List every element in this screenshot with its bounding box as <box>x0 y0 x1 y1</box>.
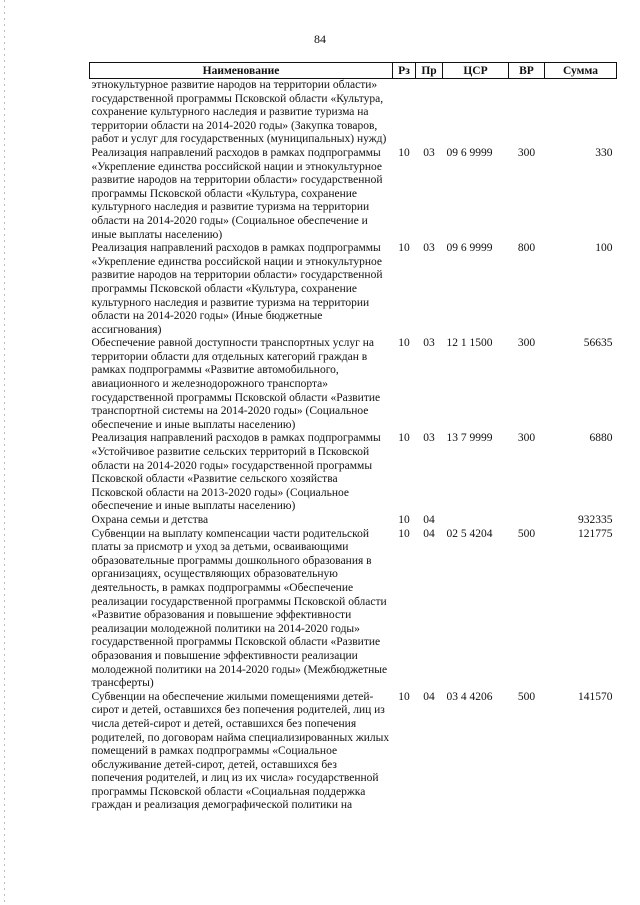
row-sum: 100 <box>595 242 613 255</box>
row-csr: 03 4 4206 <box>446 690 493 703</box>
table-body <box>90 79 617 814</box>
row-csr <box>443 79 509 147</box>
row-vr: 800 <box>517 242 536 255</box>
row-vr <box>509 514 545 528</box>
row-vr <box>509 79 545 147</box>
table-row <box>90 337 617 432</box>
row-csr: 09 6 9999 <box>446 242 493 255</box>
table-row <box>90 79 617 147</box>
table-row <box>90 514 617 528</box>
row-pr: 03 <box>423 146 435 159</box>
row-rz: 10 <box>398 146 410 159</box>
header-sum: Сумма <box>545 63 617 79</box>
row-name: Субвенции на обеспечение жилыми помещениями детей-сирот и детей, оставшихся без попечения родителей, лиц из числа детей-сирот и детей, оставшихся без попечения родителей, по договорам найма специализированных жилых помещений в рамках подпрограммы «Социальное обслуживание детей-сирот, детей, оставшихся без попечения родителей, и лиц из их числа» государственной программы Псковской области «Социальная поддержка граждан и реализация демографической политики на <box>91 690 390 812</box>
row-sum: 141570 <box>578 690 613 703</box>
row-vr: 300 <box>517 337 536 350</box>
row-csr: 12 1 1500 <box>446 337 493 350</box>
header-rz: Рз <box>393 63 416 79</box>
row-rz: 10 <box>398 527 410 540</box>
row-csr <box>443 514 509 528</box>
row-sum: 121775 <box>578 527 613 540</box>
row-sum: 932335 <box>578 514 613 526</box>
row-rz <box>393 79 416 147</box>
row-pr: 04 <box>423 690 435 703</box>
row-vr: 300 <box>517 432 536 445</box>
row-name: этнокультурное развитие народов на территории области» государственной программы Псковской области «Культура, сохранение культурного наследия и развитие туризма на территории области на 2014-2020 годы» (Закупка товаров, работ и услуг для государственных (муниципальных) нужд) <box>91 79 387 146</box>
row-pr: 04 <box>423 527 435 540</box>
row-sum: 330 <box>595 146 613 159</box>
row-rz: 10 <box>398 432 410 445</box>
header-name: Наименование <box>90 63 393 79</box>
row-csr: 13 7 9999 <box>446 432 493 445</box>
row-vr: 500 <box>517 690 536 703</box>
scan-edge-artifact <box>4 0 5 905</box>
row-pr: 03 <box>423 432 435 445</box>
row-rz: 10 <box>398 514 410 526</box>
row-sum: 6880 <box>589 432 613 445</box>
table-row <box>90 242 617 337</box>
row-vr: 300 <box>517 146 536 159</box>
row-csr: 09 6 9999 <box>446 146 493 159</box>
page-number: 84 <box>314 32 326 46</box>
row-name: Реализация направлений расходов в рамках подпрограммы «Устойчивое развитие сельских территорий в Псковской области на 2014-2020 годы» государственной программы Псковской области «Развитие сельского хозяйства Псковской области на 2013-2020 годы» (Социальное обеспечение и иные выплаты населению) <box>91 432 381 513</box>
table-header <box>90 63 617 79</box>
row-name: Охрана семьи и детства <box>91 514 209 526</box>
row-sum <box>545 79 617 147</box>
row-pr <box>416 79 443 147</box>
row-vr: 500 <box>517 527 536 540</box>
header-vr: ВР <box>509 63 545 79</box>
row-sum: 56635 <box>583 337 613 350</box>
row-rz: 10 <box>398 690 410 703</box>
row-name: Реализация направлений расходов в рамках подпрограммы «Укрепление единства российской нации и этнокультурное развитие народов на территории области» государственной программы Псковской области «Культура, сохранение культурного наследия и развитие туризма на территории области на 2014-2020 годы» (Иные бюджетные ассигнования) <box>91 242 383 336</box>
budget-table <box>89 62 617 813</box>
row-pr: 03 <box>423 337 435 350</box>
table-row <box>90 147 617 242</box>
table-row <box>90 432 617 514</box>
row-csr: 02 5 4204 <box>446 527 493 540</box>
header-row <box>90 63 617 79</box>
table-row <box>90 528 617 691</box>
header-csr: ЦСР <box>443 63 509 79</box>
row-pr: 03 <box>423 242 435 255</box>
row-name: Реализация направлений расходов в рамках подпрограммы «Укрепление единства российской нации и этнокультурное развитие народов на территории области» государственной программы Псковской области «Культура, сохранение культурного наследия и развитие туризма на территории области на 2014-2020 годы» (Социальное обеспечение и иные выплаты населению) <box>91 146 383 241</box>
row-name: Субвенции на выплату компенсации части родительской платы за присмотр и уход за детьми, осваивающими образовательные программы дошкольного образования в организациях, осуществляющих образовательную деятельность, в рамках подпрограммы «Обеспечение реализации государственной программы Псковской области «Развитие образования и повышение эффективности реализации молодежной политики на 2014-2020 годы» государственной программы Псковской области «Развитие образования и повышение эффективности реализации молодежной политики на 2014-2020 годы» (Межбюджетные трансферты) <box>91 527 388 690</box>
row-rz: 10 <box>398 337 410 350</box>
header-pr: Пр <box>416 63 443 79</box>
row-rz: 10 <box>398 242 410 255</box>
table-row <box>90 691 617 813</box>
row-pr: 04 <box>423 514 435 526</box>
row-name: Обеспечение равной доступности транспортных услуг на территории области для отдельных категорий граждан в рамках подпрограммы «Развитие автомобильного, авиационного и железнодорожного транспорта» государственной программы Псковской области «Развитие транспортной системы на 2014-2020 годы» (Социальное обеспечение и иные выплаты населению) <box>91 337 381 431</box>
